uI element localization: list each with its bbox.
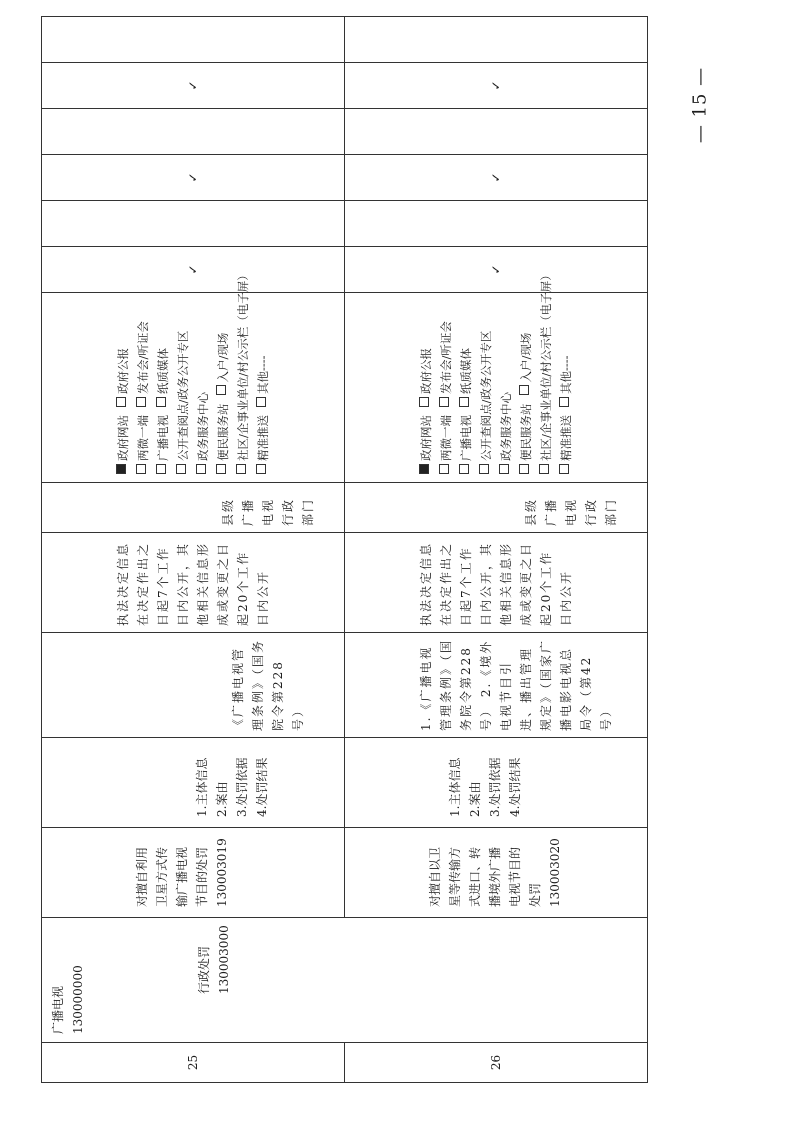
mark-cell: ✓ — [345, 155, 648, 201]
unchecked-box-icon — [499, 464, 509, 474]
channel-option — [439, 415, 453, 474]
channel-label: 其他---- — [559, 355, 573, 394]
channel-label: 入户/现场 — [519, 332, 533, 383]
channel-label: 社区/企事业单位/村公示栏（电子屏） — [539, 269, 553, 461]
channel-line — [436, 301, 456, 474]
unchecked-box-icon — [559, 397, 569, 407]
channel-label: 发布会/听证会 — [439, 321, 453, 394]
checked-box-icon — [419, 464, 429, 474]
unchecked-box-icon — [156, 464, 166, 474]
checked-box-icon — [116, 464, 126, 474]
channel-option — [116, 348, 130, 407]
channels-cell — [42, 269, 345, 483]
mark-cell: ✓ — [345, 247, 648, 293]
channels-cell — [345, 269, 648, 483]
unchecked-box-icon — [196, 464, 206, 474]
channel-label: 两微一端 — [136, 415, 150, 461]
unchecked-box-icon — [519, 386, 529, 396]
channel-label: 政府公报 — [116, 348, 130, 394]
channel-label: 其他---- — [256, 355, 270, 394]
item-cell: 对擅自利用 卫星方式传 输广播电视 节目的处罚 130003019 — [42, 828, 345, 918]
unchecked-box-icon — [256, 397, 266, 407]
category-main: 广播电视 130000000 — [51, 965, 85, 1034]
mark-cell: ✓ — [42, 63, 345, 109]
unchecked-box-icon — [439, 397, 449, 407]
channel-option — [196, 392, 210, 474]
channel-label: 纸质媒体 — [156, 348, 170, 394]
content-cell: 1.主体信息 2.案由 3.处罚依据 4.处罚结果 — [42, 738, 345, 828]
unchecked-box-icon — [539, 464, 549, 474]
unchecked-box-icon — [459, 397, 469, 407]
channel-option — [136, 415, 150, 474]
channel-line — [536, 269, 556, 474]
channel-line — [476, 301, 496, 474]
unchecked-box-icon — [236, 464, 246, 474]
channel-label: 公开查阅点/政务公开专区 — [479, 330, 493, 461]
channel-label: 广播电视 — [156, 415, 170, 461]
channel-label: 社区/企事业单位/村公示栏（电子屏） — [236, 269, 250, 461]
channel-option — [519, 404, 533, 475]
page-number: — 15 — — [689, 66, 711, 144]
channel-label: 入户/现场 — [216, 332, 230, 383]
unchecked-box-icon — [136, 397, 146, 407]
unchecked-box-icon — [156, 397, 166, 407]
mark-cell — [345, 109, 648, 155]
mark-cell — [42, 201, 345, 247]
unchecked-box-icon — [216, 464, 226, 474]
channel-line — [173, 301, 193, 474]
channel-label: 发布会/听证会 — [136, 321, 150, 394]
channel-label: 政府网站 — [116, 415, 130, 461]
mark-cell — [42, 17, 345, 63]
category-cell — [42, 918, 648, 1043]
disclosure-table — [41, 16, 648, 1083]
mark-cell: ✓ — [42, 155, 345, 201]
unchecked-box-icon — [439, 464, 449, 474]
timing-cell: 执法决定信息在决定作出之日起7个工作日内公开，其他相关信息形成或变更之日起20个工作日内公开 — [42, 533, 345, 633]
channel-option — [156, 348, 170, 407]
channel-label: 政务服务中心 — [196, 392, 210, 461]
channel-label: 便民服务站 — [519, 403, 533, 461]
channel-option — [519, 333, 533, 396]
channel-line — [456, 301, 476, 474]
channel-line — [416, 301, 436, 474]
mark-cell: ✓ — [345, 63, 648, 109]
channel-option — [459, 348, 473, 407]
channel-label: 便民服务站 — [216, 403, 230, 461]
unchecked-box-icon — [256, 464, 266, 474]
content-cell: 1.主体信息 2.案由 3.处罚依据 4.处罚结果 — [345, 738, 648, 828]
channel-option — [439, 321, 453, 407]
channel-line — [153, 301, 173, 474]
mark-cell — [42, 109, 345, 155]
channel-option — [256, 355, 270, 407]
timing-cell: 执法决定信息在决定作出之日起7个工作日内公开，其他相关信息形成或变更之日起20个工作日内公开 — [345, 533, 648, 633]
channel-option — [216, 404, 230, 475]
channel-option — [499, 392, 513, 474]
channel-option — [539, 269, 553, 474]
channel-line — [193, 301, 213, 474]
unchecked-box-icon — [216, 386, 226, 396]
subject-cell: 县级广播电视行政部门 — [345, 483, 648, 533]
unchecked-box-icon — [136, 464, 146, 474]
channel-line — [253, 301, 273, 474]
unchecked-box-icon — [479, 464, 489, 474]
channel-label: 精准推送 — [256, 415, 270, 461]
channel-line — [556, 301, 576, 474]
channel-label: 两微一端 — [439, 415, 453, 461]
channel-option — [559, 355, 573, 407]
channel-label: 广播电视 — [459, 415, 473, 461]
channel-line — [496, 301, 516, 474]
unchecked-box-icon — [116, 397, 126, 407]
mark-cell — [345, 201, 648, 247]
channel-option — [136, 321, 150, 407]
unchecked-box-icon — [419, 397, 429, 407]
channel-label: 纸质媒体 — [459, 348, 473, 394]
unchecked-box-icon — [459, 464, 469, 474]
mark-cell — [345, 17, 648, 63]
unchecked-box-icon — [559, 464, 569, 474]
channel-label: 政府网站 — [419, 415, 433, 461]
channel-option — [419, 348, 433, 407]
channel-label: 政务服务中心 — [499, 392, 513, 461]
channel-option — [216, 333, 230, 396]
channel-label: 政府公报 — [419, 348, 433, 394]
channel-option — [479, 331, 493, 474]
channel-line — [516, 301, 536, 474]
channel-label: 公开查阅点/政务公开专区 — [176, 330, 190, 461]
row-number: 25 — [42, 1043, 345, 1083]
channel-option — [176, 331, 190, 474]
channel-option — [459, 415, 473, 474]
item-cell: 对擅自以卫 星等传输方 式进口、转 播境外广播 电视节目的 处罚 130003020 — [345, 828, 648, 918]
basis-cell: 《广播电视管理条例》（国务院令第228号） — [42, 633, 345, 738]
channel-option — [559, 415, 573, 474]
unchecked-box-icon — [176, 464, 186, 474]
category-sub: 行政处罚 130003000 — [197, 925, 231, 994]
rotated-table-frame — [41, 43, 645, 1083]
channel-line — [113, 301, 133, 474]
channel-option — [156, 415, 170, 474]
mark-cell: ✓ — [42, 247, 345, 293]
channel-option — [256, 415, 270, 474]
channel-line — [213, 301, 233, 474]
channel-line — [233, 269, 253, 474]
basis-cell: 1.《广播电视管理条例》（国务院令第228号） 2.《境外电视节目引进、播出管理规定》（国家广播电影电视总局令（第42号） — [345, 633, 648, 738]
subject-cell: 县级广播电视行政部门 — [42, 483, 345, 533]
channel-option — [419, 415, 433, 474]
channel-option — [236, 269, 250, 474]
channel-line — [133, 301, 153, 474]
unchecked-box-icon — [519, 464, 529, 474]
row-number: 26 — [345, 1043, 648, 1083]
table-row — [42, 17, 345, 1083]
channel-label: 精准推送 — [559, 415, 573, 461]
channel-option — [116, 415, 130, 474]
